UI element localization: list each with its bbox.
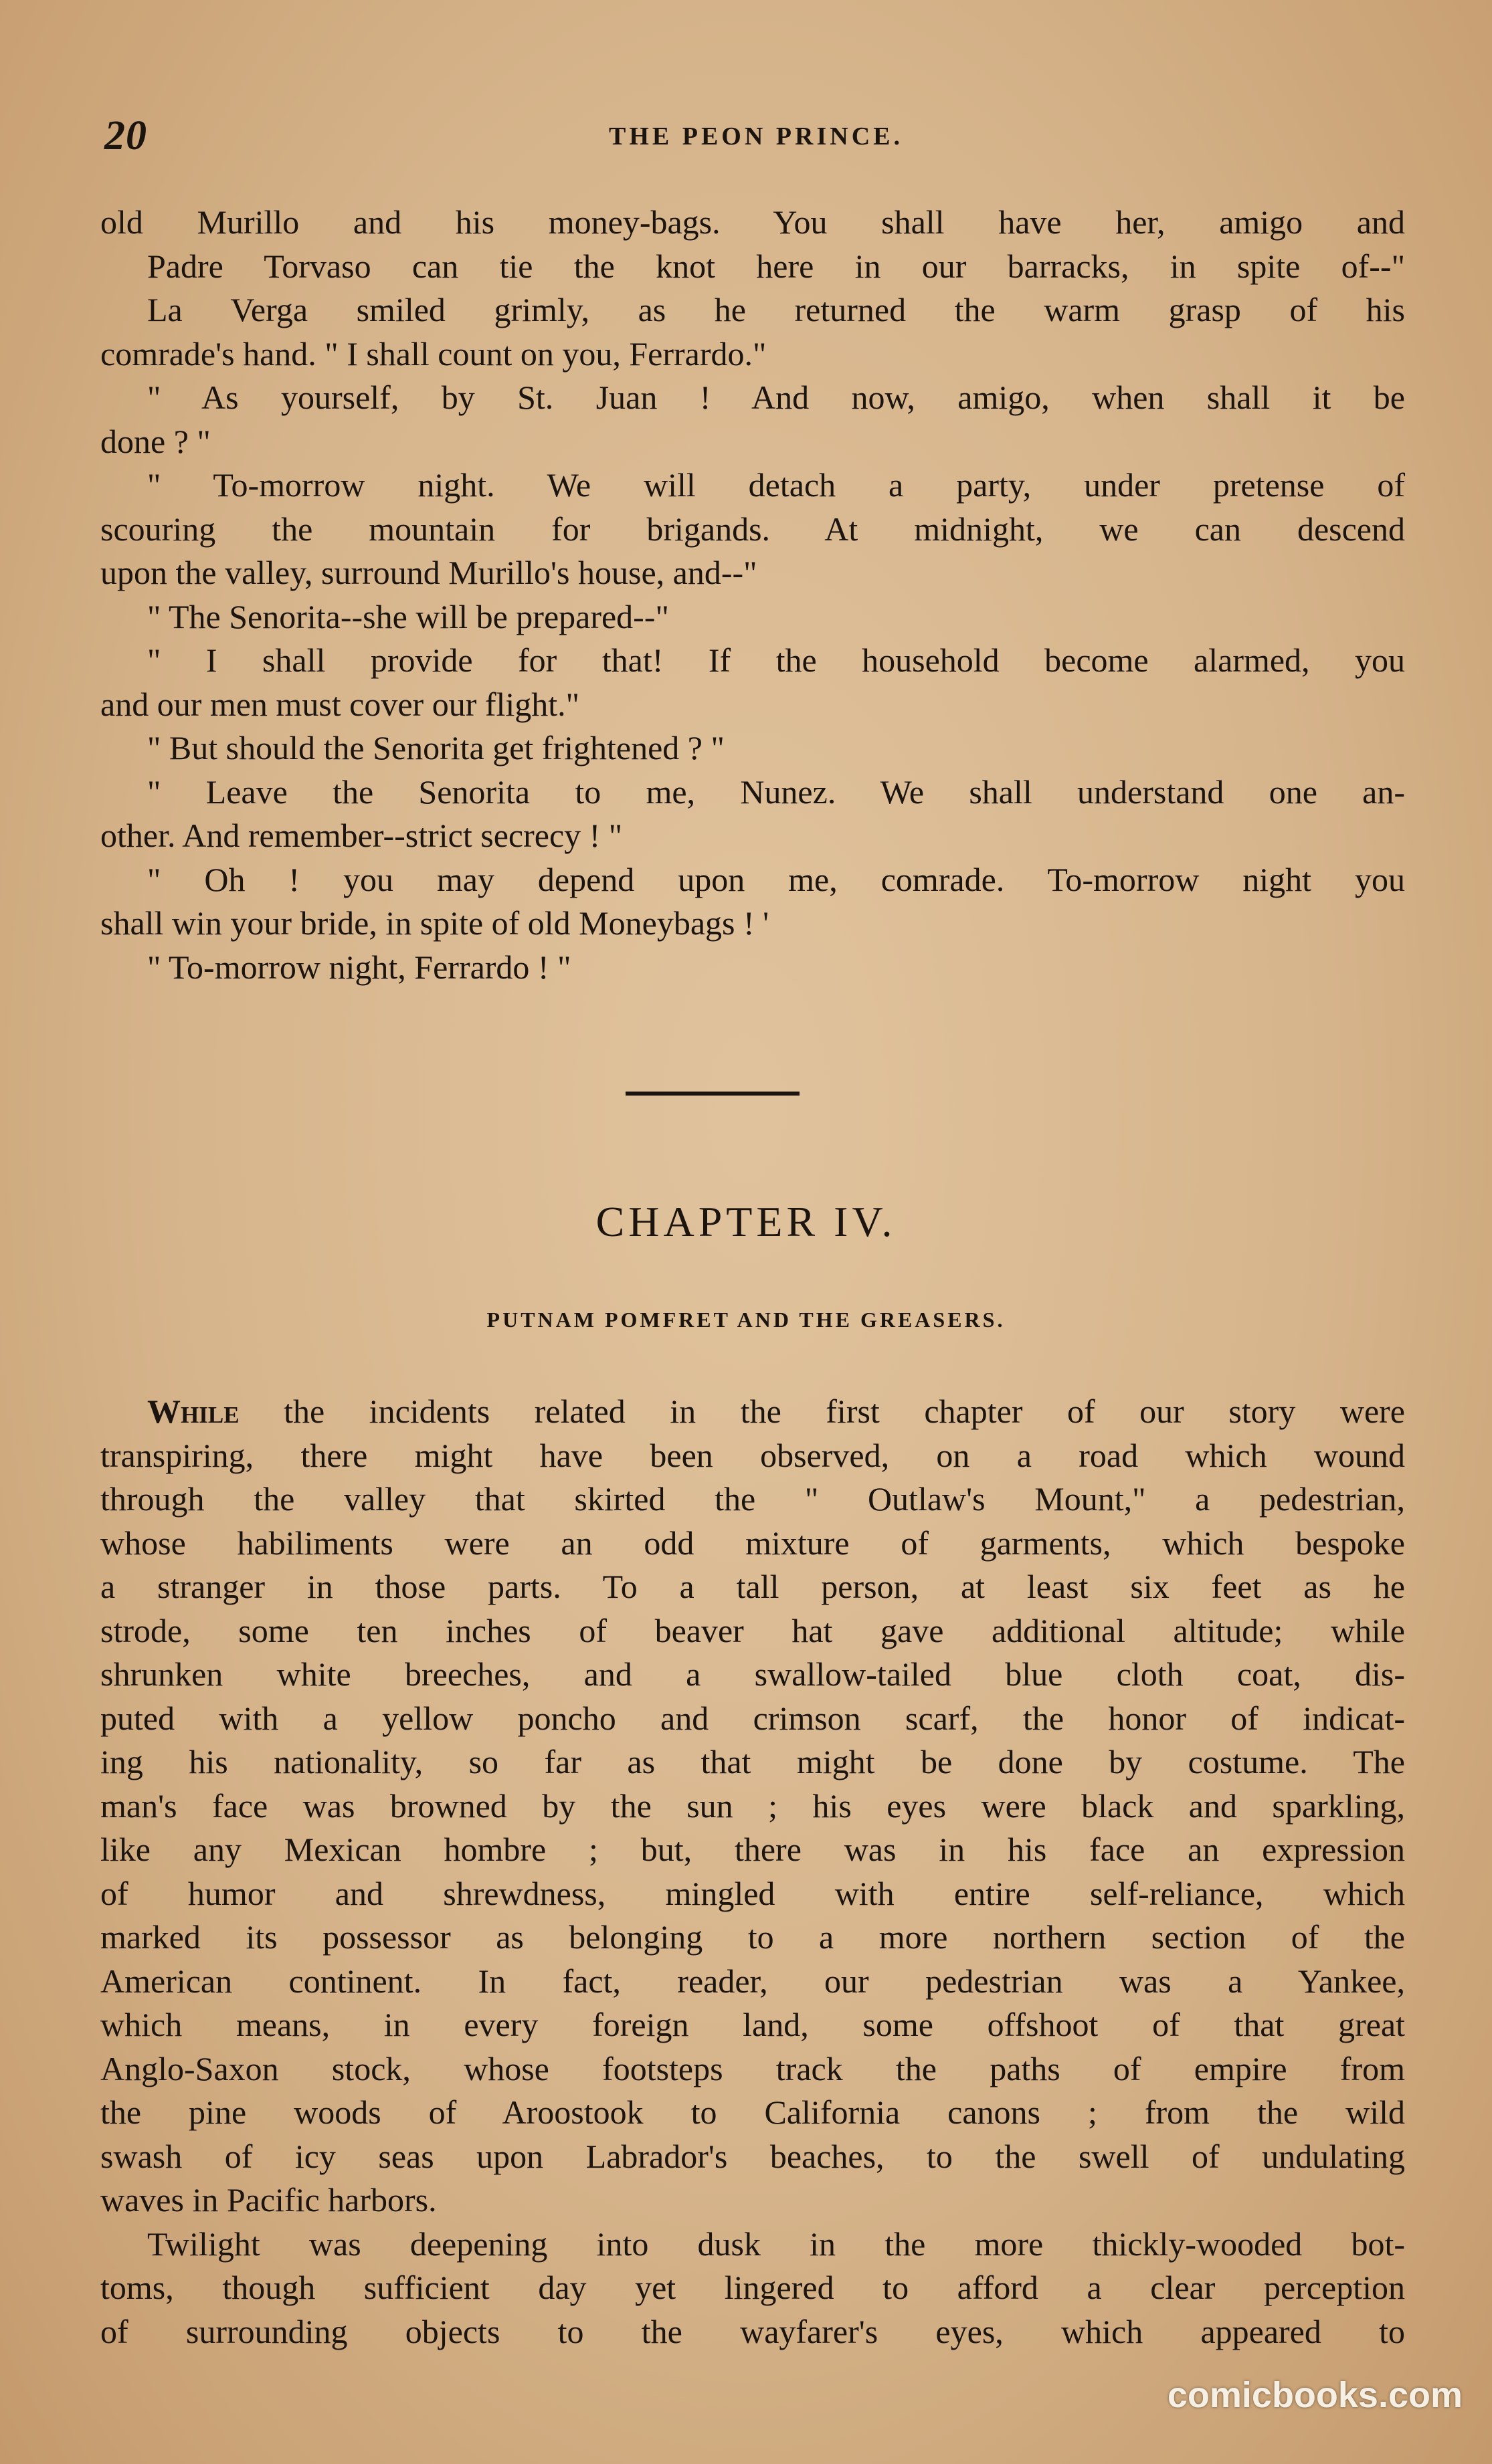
text-line: shall win your bride, in spite of old Moneybags ! ': [100, 904, 769, 942]
text-line: done ? ": [100, 422, 211, 460]
chapter-subtitle: PUTNAM POMFRET AND THE GREASERS.: [486, 1308, 1006, 1332]
text-line: comrade's hand. " I shall count on you, Ferrardo.": [100, 334, 767, 373]
text-line: " To-morrow night, Ferrardo ! ": [147, 948, 571, 986]
text-line: ing his nationality, so far as that might be done by costume. The: [100, 1743, 1405, 1780]
text-line: " Leave the Senorita to me, Nunez. We shall understand one an-: [147, 773, 1405, 811]
text-line: Padre Torvaso can tie the knot here in our barracks, in spite of--": [147, 247, 1405, 285]
text-line: [100, 1390, 1405, 1434]
chapter-body: [100, 1390, 1405, 2354]
text-line: " The Senorita--she will be prepared--": [147, 597, 669, 635]
text-line: the pine woods of Aroostook to California canons ; from the wild: [100, 2093, 1405, 2131]
text-line: like any Mexican hombre ; but, there was in his face an expression: [100, 1831, 1405, 1868]
text-line: swash of icy seas upon Labrador's beaches, to the swell of undulating: [100, 2137, 1405, 2175]
text-line: La Verga smiled grimly, as he returned the warm grasp of his: [147, 291, 1405, 328]
drop-word: While: [147, 1393, 240, 1430]
text-line: through the valley that skirted the " Outlaw's Mount," a pedestrian,: [100, 1480, 1405, 1518]
text-line: a stranger in those parts. To a tall person, at least six feet as he: [100, 1568, 1405, 1605]
site-watermark: comicbooks.com: [1167, 2375, 1463, 2415]
text-line: old Murillo and his money-bags. You shall have her, amigo and: [100, 203, 1405, 241]
text-line: " To-morrow night. We will detach a party, under pretense of: [147, 466, 1405, 504]
text-line: " But should the Senorita get frightened ? ": [147, 729, 725, 766]
text-line: whose habiliments were an odd mixture of garments, which bespoke: [100, 1524, 1405, 1562]
page-header: [100, 112, 1412, 159]
running-title: THE PEON PRINCE.: [609, 122, 903, 150]
text-line: scouring the mountain for brigands. At midnight, we can descend: [100, 510, 1405, 548]
text-line: man's face was browned by the sun ; his eyes were black and sparkling,: [100, 1786, 1405, 1825]
section-divider: [626, 1092, 800, 1096]
text-line: of surrounding objects to the wayfarer's eyes, which appeared to: [100, 2312, 1405, 2350]
text-line: toms, though sufficient day yet lingered to afford a clear perception: [100, 2269, 1405, 2306]
text-line: Anglo-Saxon stock, whose footsteps track the paths of empire from: [100, 2049, 1405, 2087]
chapter-title: CHAPTER IV.: [595, 1198, 897, 1245]
text-line-rest: the incidents related in the first chapter of our story were: [284, 1393, 1405, 1430]
text-line: shrunken white breeches, and a swallow-tailed blue cloth coat, dis-: [100, 1655, 1405, 1693]
text-line: marked its possessor as belonging to a more northern section of the: [100, 1918, 1405, 1956]
page-number: 20: [104, 113, 147, 159]
text-line: Twilight was deepening into dusk in the more thickly-wooded bot-: [147, 2225, 1405, 2263]
text-line: American continent. In fact, reader, our pedestrian was a Yankee,: [100, 1962, 1405, 2000]
text-line: " Oh ! you may depend upon me, comrade. To-morrow night you: [147, 860, 1405, 898]
text-line: " I shall provide for that! If the household become alarmed, you: [147, 641, 1405, 679]
text-line: upon the valley, surround Murillo's house, and--": [100, 554, 757, 591]
text-line: other. And remember--strict secrecy ! ": [100, 817, 623, 854]
text-line: which means, in every foreign land, some offshoot of that great: [100, 2006, 1405, 2043]
text-line: " As yourself, by St. Juan ! And now, amigo, when shall it be: [147, 379, 1405, 416]
text-line: transpiring, there might have been observed, on a road which wound: [100, 1436, 1405, 1474]
dialogue-passage: [100, 201, 1405, 989]
text-line: of humor and shrewdness, mingled with entire self-reliance, which: [100, 1874, 1405, 1912]
text-line: strode, some ten inches of beaver hat gave additional altitude; while: [100, 1611, 1405, 1649]
text-line: waves in Pacific harbors.: [100, 2181, 437, 2219]
text-line: and our men must cover our flight.": [100, 685, 580, 723]
text-line: puted with a yellow poncho and crimson scarf, the honor of indicat-: [100, 1699, 1405, 1737]
